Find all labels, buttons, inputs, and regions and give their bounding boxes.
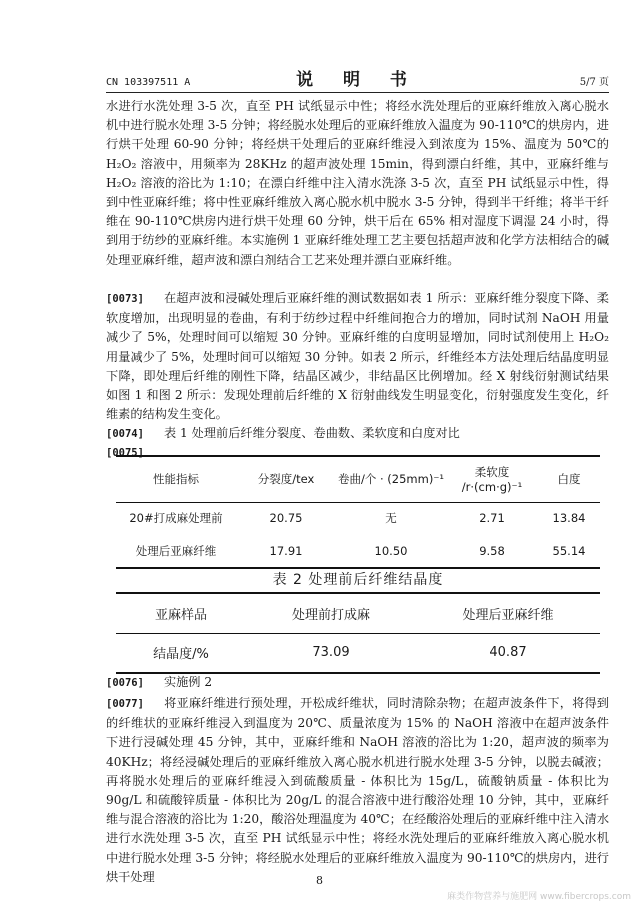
table-cell: 2.71 [479,511,505,526]
table-cell: 处理后亚麻纤维 [135,543,217,558]
paragraph-continued: 水进行水洗处理 3-5 次，直至 PH 试纸显示中性；将经水洗处理后的亚麻纤维放入离心脱水机中进行脱水处理 3-5 分钟；将经脱水处理后的亚麻纤维放入温度为 90-110℃的烘房内，进行烘干处理 60-90 分钟；将经烘干处理后的亚麻纤维浸入到浓度为 15%、温度为 50℃的 H₂O₂ 溶液中，用频率为 28KHz 的超声波处理 15min，得到漂白纤维，其中，亚麻纤维与 H₂O₂ 溶液的浴比为 1:10；在漂白纤维中注入清水洗涤 3-5 次，直至 PH 试纸显示中性，得到中性亚麻纤维；将中性亚麻纤维放入离心脱水机中脱水 3-5 分钟，得到半干纤维；将半干纤维在 90-110℃烘房内进行烘干处理 60 分钟，烘干后在 65% 相对湿度下调湿 24 小时，得到用于纺纱的亚麻纤维。本实施例 1 亚麻纤维处理工艺主要包括超声波和化学方法相结合的碱处理亚麻纤维，超声波和漂白剂结合工艺来处理并漂白亚麻纤维。 [106,99,610,267]
table-cell: 9.58 [479,543,505,558]
paragraph-tag: [0076] [106,677,144,689]
example-heading: 实施例 2 [163,675,213,689]
paragraph-0073 [106,289,609,424]
table-header-cell: 亚麻样品 [154,607,207,623]
table-header-cell: 柔软度 /r·(cm·g)⁻¹ [461,465,523,495]
table-cell: 40.87 [489,645,527,661]
table-cell: 55.14 [552,543,586,558]
table-cell: 20#打成麻处理前 [129,511,223,526]
paragraph-text: 在超声波和浸碱处理后亚麻纤维的测试数据如表 1 所示：亚麻纤维分裂度下降、柔软度增加，出现明显的卷曲，有利于纺纱过程中纤维间抱合力的增加，同时试剂 NaOH 用量减少了 5%，处理时间可以缩短 30 分钟。亚麻纤维的白度明显增加，同时试剂使用上 H₂O₂ 用量减少了 5%，处理时间可以缩短 30 分钟。如表 2 所示，纤维经本方法处理后结晶度明显下降，即处理后纤维的刚性下降，结晶区减少，非结晶区比例增加。经 X 射线衍射测试结果如图 1 和图 2 所示：发现处理前后纤维的 X 衍射曲线发生明显变化，衍射强度发生变化，纤维素的结构发生变化。 [106,291,609,422]
table-cell: 10.50 [374,543,408,558]
table-cell: 13.84 [552,511,586,526]
table-fiber-properties [116,455,600,569]
table-cell: 73.09 [312,645,350,661]
table-row [116,502,600,534]
page-indicator: 5/7 页 [579,77,609,88]
table-row [116,534,600,568]
paragraph-tag: [0073] [106,293,144,305]
paragraph-tag: [0077] [106,698,144,710]
table-cell: 无 [385,511,397,526]
table1-caption: 表 1 处理前后纤维分裂度、卷曲数、柔软度和白度对比 [163,426,460,440]
watermark: 麻类作物营养与施肥网 www.fibercrops.com [447,892,631,902]
document-title: 说 明 书 [296,70,419,90]
table2-title: 表 2 处理前后纤维结晶度 [272,572,444,588]
paragraph-tag: [0075] [106,447,144,459]
table-header-cell: 性能指标 [153,472,199,487]
paragraph-0076 [106,673,212,693]
paragraph-0074 [106,424,460,444]
table-header-row [116,593,600,633]
paragraph-text: 将亚麻纤维进行预处理，开松成纤维状，同时清除杂物；在超声波条件下，将得到的纤维状的亚麻纤维浸入到温度为 20℃、质量浓度为 15% 的 NaOH 溶液中在超声波条件下进行浸碱处理 45 分钟，其中，亚麻纤维和 NaOH 溶液的浴比为 1:20，超声波的频率为 40KHz；将经浸碱处理后的亚麻纤维放入离心脱水机进行脱水处理 3-5 分钟，以脱去碱液；再将脱水处理后的亚麻纤维浸入到硫酸质量 - 体积比为 15g/L，硫酸钠质量 - 体积比为 90g/L 和硫酸锌质量 - 体积比为 20g/L 的混合溶液中进行酸浴处理 10 分钟，其中，亚麻纤维与混合溶液的浴比为 1:20，酸浴处理温度为 40℃；在经酸浴处理后的亚麻纤维中注入清水进行水洗处理 3-5 次，直至 PH 试纸显示中性；将经水洗处理后的亚麻纤维放入离心脱水机中进行脱水处理 3-5 分钟；将经脱水处理后的亚麻纤维放入温度为 90-110℃的烘房内，进行烘干处理 [106,696,610,884]
table-header-cell: 处理后亚麻纤维 [462,607,554,623]
table-header-row [116,456,600,502]
paragraph-tag: [0074] [106,428,144,440]
table-header-cell: 卷曲/个 · (25mm)⁻¹ [337,472,445,487]
paragraph-0077 [106,694,609,887]
table-header-cell: 白度 [557,472,581,487]
table-crystallinity [116,592,600,674]
table-row [116,633,600,673]
table-header-cell: 处理前打成麻 [291,607,370,623]
table-cell: 20.75 [269,511,303,526]
table-header-cell: 分裂度/tex [257,472,315,487]
table-cell: 结晶度/% [153,647,209,663]
page-number: 8 [316,874,323,887]
table-cell: 17.91 [269,543,303,558]
patent-number: CN 103397511 A [106,77,191,88]
page-header [106,68,609,93]
